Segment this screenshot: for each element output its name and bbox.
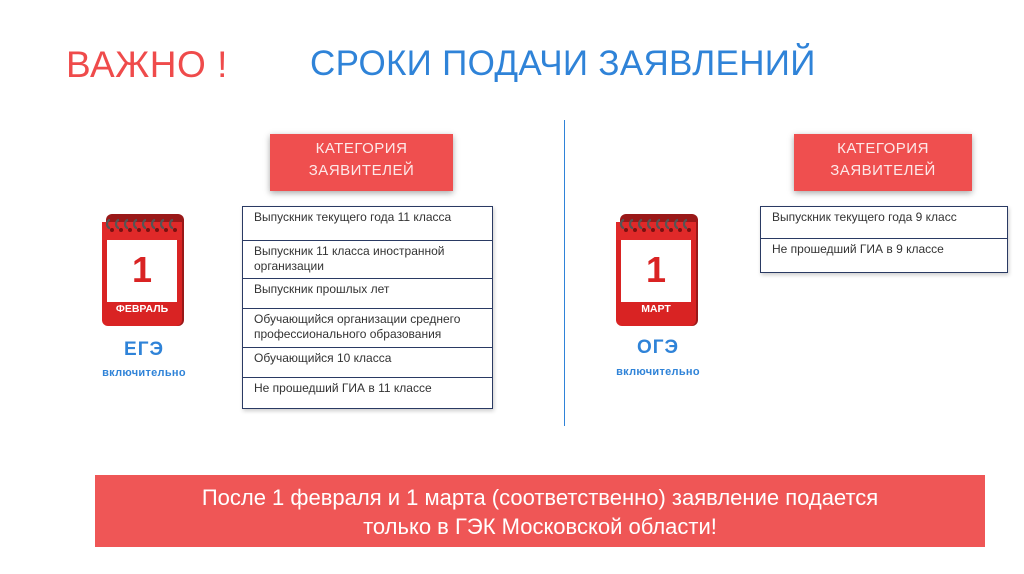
table-row: Выпускник текущего года 11 класса xyxy=(243,207,492,241)
important-label: ВАЖНО ! xyxy=(66,44,228,85)
category-header-line: ЗАЯВИТЕЛЕЙ xyxy=(308,162,415,179)
notice-line: только в ГЭК Московской области! xyxy=(363,514,717,539)
page-title: СРОКИ ПОДАЧИ ЗАЯВЛЕНИЙ xyxy=(310,44,816,83)
category-header-line: ЗАЯВИТЕЛЕЙ xyxy=(830,162,936,179)
category-header-line: КАТЕГОРИЯ xyxy=(837,140,929,157)
table-row: Не прошедший ГИА в 11 классе xyxy=(254,381,432,395)
table-row: Обучающийся организации среднего профессионального образования xyxy=(243,309,492,348)
category-header xyxy=(270,134,453,191)
table-row: Не прошедший ГИА в 9 классе xyxy=(772,242,944,256)
exam-name-oge: ОГЭ xyxy=(636,337,680,358)
table-row: Выпускник прошлых лет xyxy=(243,279,492,309)
table-row: Выпускник текущего года 9 класс xyxy=(761,207,1007,239)
category-header xyxy=(794,134,972,191)
calendar-march-icon xyxy=(610,208,706,328)
category-table xyxy=(242,206,493,409)
table-row: Обучающийся 10 класса xyxy=(243,348,492,378)
calendar-day: 1 xyxy=(645,249,667,290)
category-table xyxy=(760,206,1008,273)
category-header-line: КАТЕГОРИЯ xyxy=(315,140,408,157)
inclusive-label: включительно xyxy=(102,367,186,379)
vertical-divider xyxy=(564,120,565,426)
calendar-february-icon xyxy=(96,208,192,328)
calendar-month: МАРТ xyxy=(641,303,671,315)
notice-line: После 1 февраля и 1 марта (соответственно) заявление подается xyxy=(201,485,879,510)
calendar-day: 1 xyxy=(131,249,153,290)
exam-name-ege: ЕГЭ xyxy=(124,339,164,360)
table-row: Выпускник 11 класса иностранной организации xyxy=(243,241,492,279)
calendar-month: ФЕВРАЛЬ xyxy=(115,303,169,315)
inclusive-label: включительно xyxy=(616,366,700,378)
notice-banner xyxy=(95,475,985,547)
